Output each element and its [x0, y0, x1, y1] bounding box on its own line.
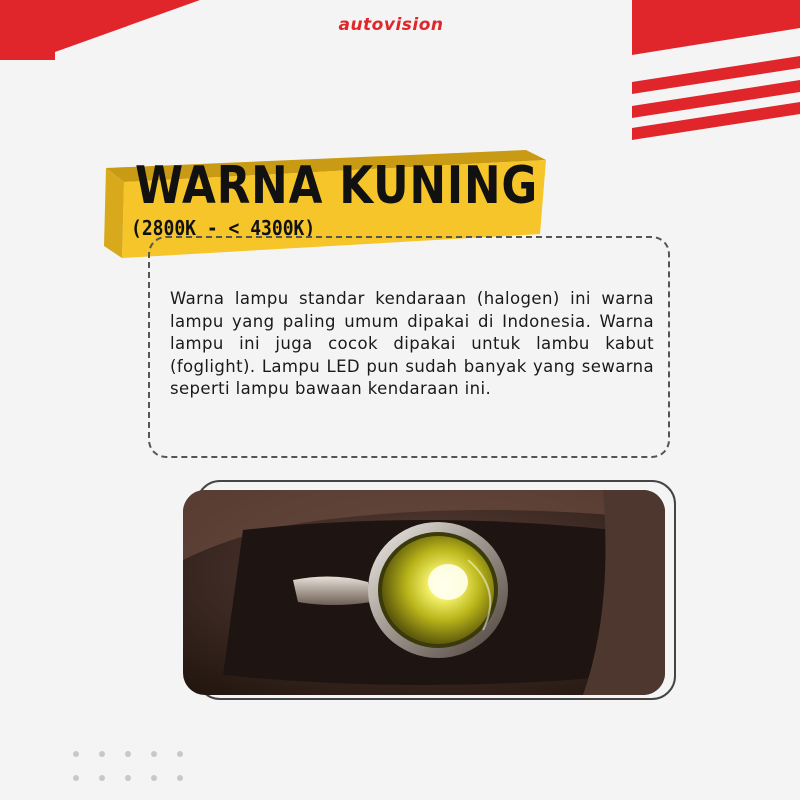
- corner-decoration-right: [630, 0, 800, 150]
- heading-subtitle: (2800K - < 4300K): [131, 216, 316, 240]
- corner-decoration-left: [0, 0, 200, 60]
- heading-title: WARNA KUNING: [135, 156, 539, 216]
- description-text: Warna lampu standar kendaraan (halogen) ini warna lampu yang paling umum dipakai di Indonesia. Warna lampu ini juga cocok dipakai untuk lambu kabut (foglight). Lampu LED pun sudah banyak yang sewarna seperti lampu bawaan kendaraan ini.: [170, 289, 654, 398]
- brand-logo: autovision: [338, 15, 444, 35]
- dot-grid-icon: [70, 748, 200, 800]
- foglight-photo: [183, 490, 665, 695]
